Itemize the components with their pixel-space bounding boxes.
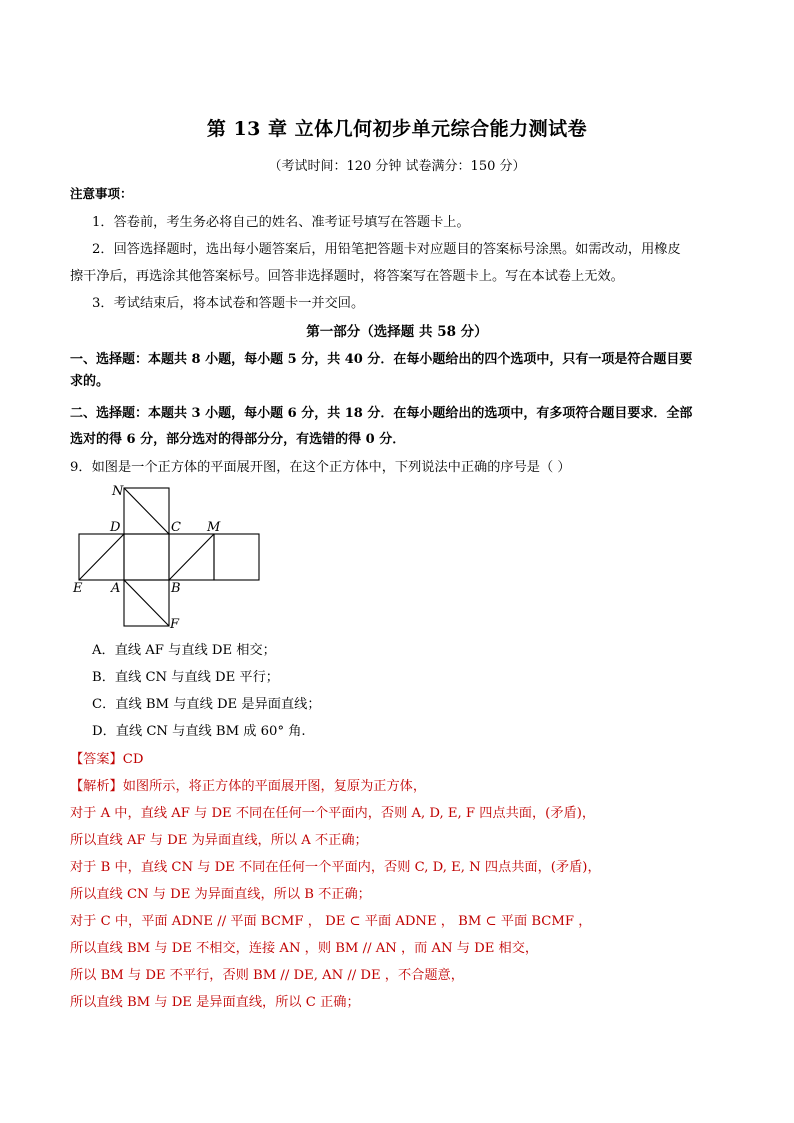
option-c: C．直线 BM 与直线 DE 是异面直线； — [92, 697, 321, 712]
analysis-line: 所以直线 CN 与 DE 为异面直线，所以 B 不正确； — [70, 887, 371, 902]
analysis-line: 所以直线 AF 与 DE 为异面直线，所以 A 不正确； — [70, 833, 368, 848]
note-item: 1．答卷前，考生务必将自己的姓名、准考证号填写在答题卡上。 — [92, 215, 470, 230]
label-d: D — [110, 520, 121, 535]
diagonal-ED — [79, 534, 124, 580]
note-item: 2．回答选择题时，选出每小题答案后，用铅笔把答题卡对应题目的答案标号涂黑。如需改动，用橡皮 — [92, 242, 681, 257]
section1-instructions: 一、选择题：本题共 8 小题，每小题 5 分，共 40 分．在每小题给出的四个选项中，只有一项是符合题目要 — [70, 352, 693, 367]
section2-instructions-cont: 选对的得 6 分，部分选对的得部分分，有选错的得 0 分． — [70, 432, 406, 447]
section1-instructions-cont: 求的。 — [70, 374, 110, 389]
part1-heading: 第一部分（选择题 共 58 分） — [306, 324, 488, 340]
diagonal-AF — [124, 580, 169, 626]
label-f: F — [170, 617, 180, 630]
diagonal-ND — [124, 488, 169, 534]
label-c: C — [171, 520, 181, 535]
analysis-line: 对于 A 中，直线 AF 与 DE 不同在任何一个平面内，否则 A, D, E, F 四点共面，(矛盾)， — [70, 806, 596, 821]
label-e: E — [73, 581, 83, 596]
label-n: N — [112, 484, 124, 499]
label-m: M — [207, 520, 221, 535]
section2-instructions: 二、选择题：本题共 3 小题，每小题 6 分，共 18 分．在每小题给出的选项中，有多项符合题目要求．全部 — [70, 406, 693, 421]
question-stem: 9．如图是一个正方体的平面展开图，在这个正方体中，下列说法中正确的序号是（ ） — [70, 460, 571, 475]
net-square-right2 — [214, 534, 259, 580]
option-a: A．直线 AF 与直线 DE 相交； — [92, 643, 276, 658]
option-d: D．直线 CN 与直线 BM 成 60° 角. — [92, 724, 306, 739]
notes-heading: 注意事项： — [70, 186, 133, 201]
page-title: 第 13 章 立体几何初步单元综合能力测试卷 — [206, 118, 588, 140]
analysis-line: 所以直线 BM 与 DE 不相交，连接 AN ，则 BM // AN ，而 AN 与 DE 相交， — [70, 941, 539, 956]
net-square-center — [124, 534, 169, 580]
label-a: A — [111, 581, 121, 596]
analysis-line: 对于 C 中，平面 ADNE // 平面 BCMF ， DE ⊂ 平面 ADNE ， BM ⊂ 平面 BCMF ， — [70, 914, 592, 929]
answer-line: 【答案】CD — [70, 752, 144, 767]
diagonal-BM — [169, 534, 214, 580]
note-item: 擦干净后，再选涂其他答案标号。回答非选择题时，将答案写在答题卡上。写在本试卷上无效。 — [70, 269, 624, 284]
note-item: 3．考试结束后，将本试卷和答题卡一并交回。 — [92, 296, 365, 311]
analysis-line: 【解析】如图所示，将正方体的平面展开图，复原为正方体， — [70, 779, 427, 794]
label-b: B — [171, 581, 181, 596]
exam-info: （考试时间：120 分钟 试卷满分：150 分） — [268, 159, 526, 174]
analysis-line: 所以直线 BM 与 DE 是异面直线，所以 C 正确； — [70, 995, 360, 1010]
cube-net-figure — [70, 478, 270, 630]
analysis-line: 对于 B 中，直线 CN 与 DE 不同在任何一个平面内，否则 C, D, E, N 四点共面，(矛盾)， — [70, 860, 601, 875]
option-b: B．直线 CN 与直线 DE 平行； — [92, 670, 279, 685]
analysis-line: 所以 BM 与 DE 不平行，否则 BM // DE, AN // DE ，不合题意， — [70, 968, 464, 983]
